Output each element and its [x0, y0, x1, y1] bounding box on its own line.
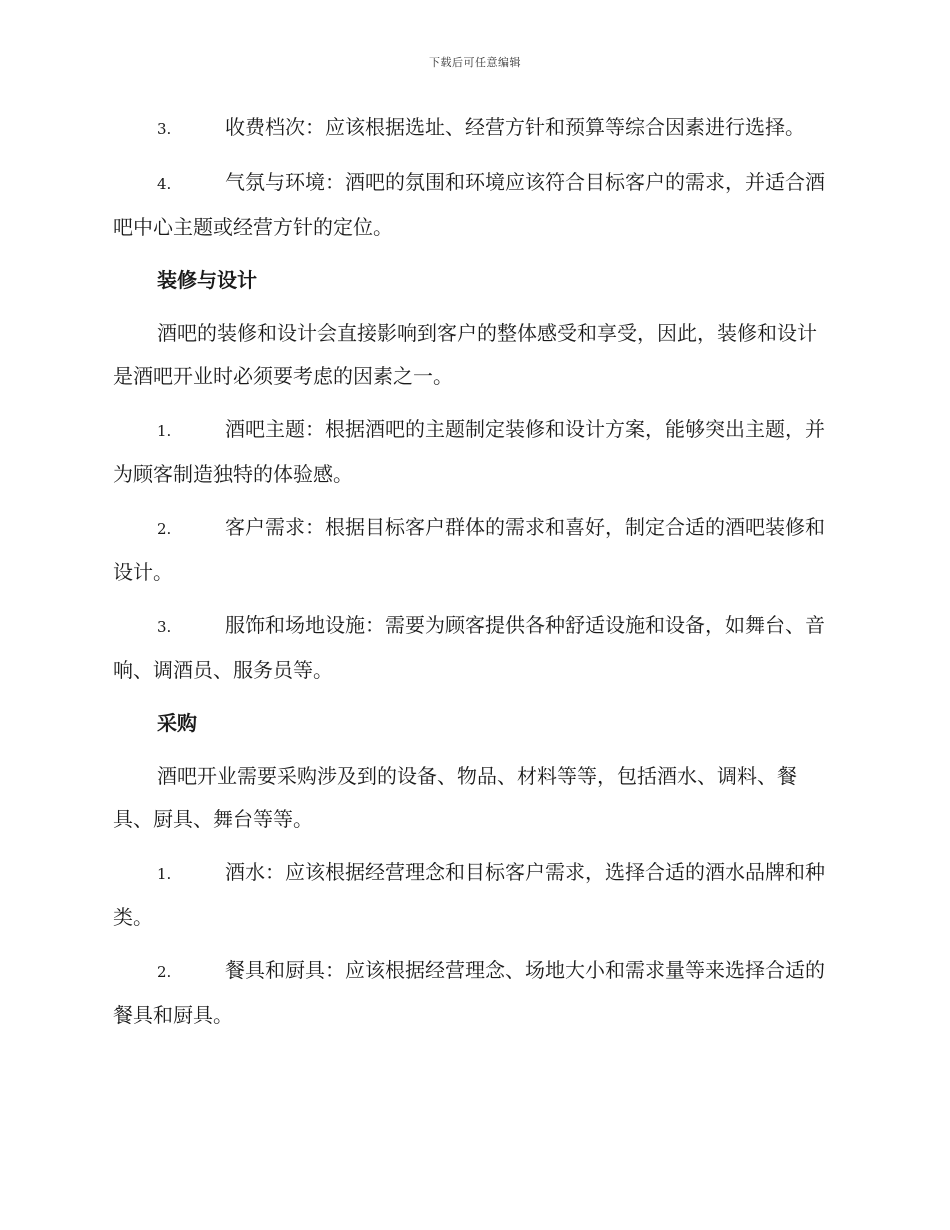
section-intro-paragraph: 酒吧的装修和设计会直接影响到客户的整体感受和享受，因此，装修和设计是酒吧开业时必须要考虑的因素之一。	[113, 321, 817, 388]
section-heading-decoration: 装修与设计	[157, 268, 257, 292]
page-header-note: 下载后可任意编辑	[429, 56, 521, 69]
list-item-text: 酒吧主题：根据酒吧的主题制定装修和设计方案，能够突出主题，并为顾客制造独特的体验感。	[113, 417, 825, 486]
section-heading-purchasing: 采购	[157, 711, 197, 735]
list-item	[113, 506, 835, 594]
list-item-text: 餐具和厨具：应该根据经营理念、场地大小和需求量等来选择合适的餐具和厨具。	[113, 958, 825, 1027]
list-item-number: 1.	[157, 865, 172, 883]
list-item-number: 2.	[157, 963, 172, 981]
list-item-number: 3.	[157, 618, 172, 636]
list-item-text: 酒水：应该根据经营理念和目标客户需求，选择合适的酒水品牌和种类。	[113, 860, 825, 929]
list-item-text: 收费档次：应该根据选址、经营方针和预算等综合因素进行选择。	[225, 115, 805, 139]
list-item-text: 服饰和场地设施：需要为顾客提供各种舒适设施和设备，如舞台、音响、调酒员、服务员等。	[113, 613, 825, 682]
list-item-text: 气氛与环境：酒吧的氛围和环境应该符合目标客户的需求，并适合酒吧中心主题或经营方针的定位。	[113, 170, 825, 239]
list-item-number: 3.	[157, 120, 172, 138]
list-item	[113, 949, 835, 1037]
list-item	[113, 851, 835, 939]
list-item	[113, 161, 835, 249]
list-item	[113, 106, 835, 151]
document-body	[113, 106, 835, 1047]
list-item-number: 1.	[157, 422, 172, 440]
list-item	[113, 408, 835, 496]
list-item-number: 2.	[157, 520, 172, 538]
list-item	[113, 604, 835, 692]
list-item-text: 客户需求：根据目标客户群体的需求和喜好，制定合适的酒吧装修和设计。	[113, 515, 825, 584]
section-intro-paragraph: 酒吧开业需要采购涉及到的设备、物品、材料等等，包括酒水、调料、餐具、厨具、舞台等等。	[113, 764, 797, 831]
list-item-number: 4.	[157, 175, 172, 193]
